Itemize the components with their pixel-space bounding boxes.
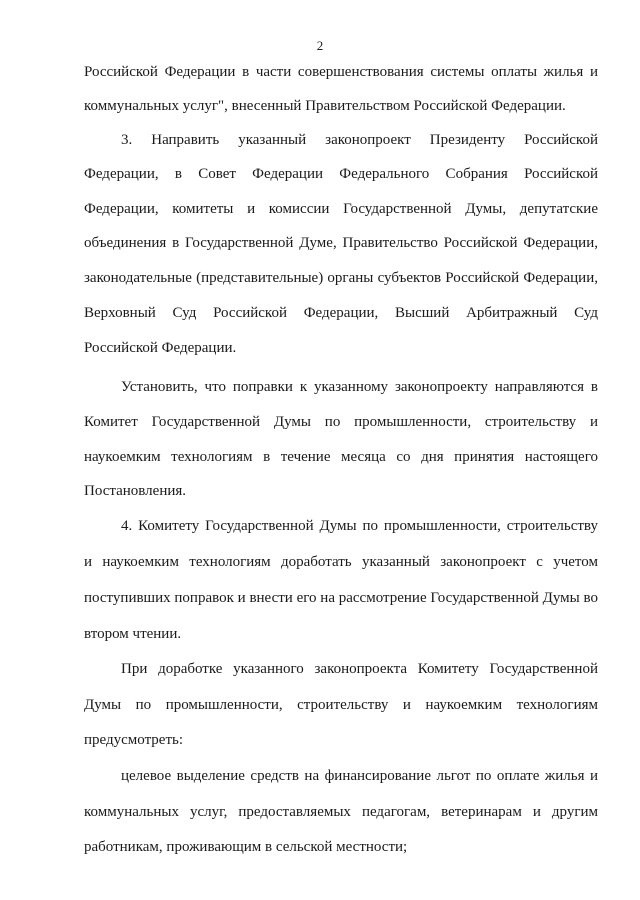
- paragraph-provision-start: целевое выделение средств на финансирование льгот по оплате жилья и: [121, 768, 598, 784]
- text-line: Постановления.: [84, 483, 187, 499]
- text-line: Комитет Государственной Думы по промышленности, строительству и: [84, 414, 598, 430]
- page-number: 2: [316, 38, 324, 53]
- text-line: Федерации, комитеты и комиссии Государственной Думы, депутатские: [84, 201, 598, 217]
- text-line: Российской Федерации в части совершенствования системы оплаты жилья и: [84, 64, 598, 80]
- text-line: объединения в Государственной Думе, Правительство Российской Федерации,: [84, 235, 598, 251]
- text-line: поступивших поправок и внести его на рассмотрение Государственной Думы во: [84, 590, 598, 606]
- paragraph-3-start: 3. Направить указанный законопроект Президенту Российской: [121, 132, 598, 148]
- text-line: наукоемким технологиям в течение месяца со дня принятия настоящего: [84, 449, 598, 465]
- text-line: коммунальных услуг", внесенный Правительством Российской Федерации.: [84, 98, 566, 114]
- text-line: втором чтении.: [84, 626, 182, 642]
- paragraph-revision-start: При доработке указанного законопроекта Комитету Государственной: [121, 661, 598, 677]
- text-line: Думы по промышленности, строительству и наукоемким технологиям: [84, 697, 598, 713]
- text-line: Верховный Суд Российской Федерации, Высший Арбитражный Суд: [84, 305, 598, 321]
- text-line: Федерации, в Совет Федерации Федерального Собрания Российской: [84, 166, 598, 182]
- text-line: работникам, проживающим в сельской местности;: [84, 839, 408, 855]
- text-line: предусмотреть:: [84, 732, 184, 748]
- text-line: коммунальных услуг, предоставляемых педагогам, ветеринарам и другим: [84, 804, 598, 820]
- paragraph-amendments-start: Установить, что поправки к указанному законопроекту направляются в: [121, 379, 598, 395]
- text-line: Российской Федерации.: [84, 340, 237, 356]
- text-line: законодательные (представительные) органы субъектов Российской Федерации,: [84, 270, 598, 286]
- paragraph-4-start: 4. Комитету Государственной Думы по промышленности, строительству: [121, 518, 598, 534]
- text-line: и наукоемким технологиям доработать указанный законопроект с учетом: [84, 554, 598, 570]
